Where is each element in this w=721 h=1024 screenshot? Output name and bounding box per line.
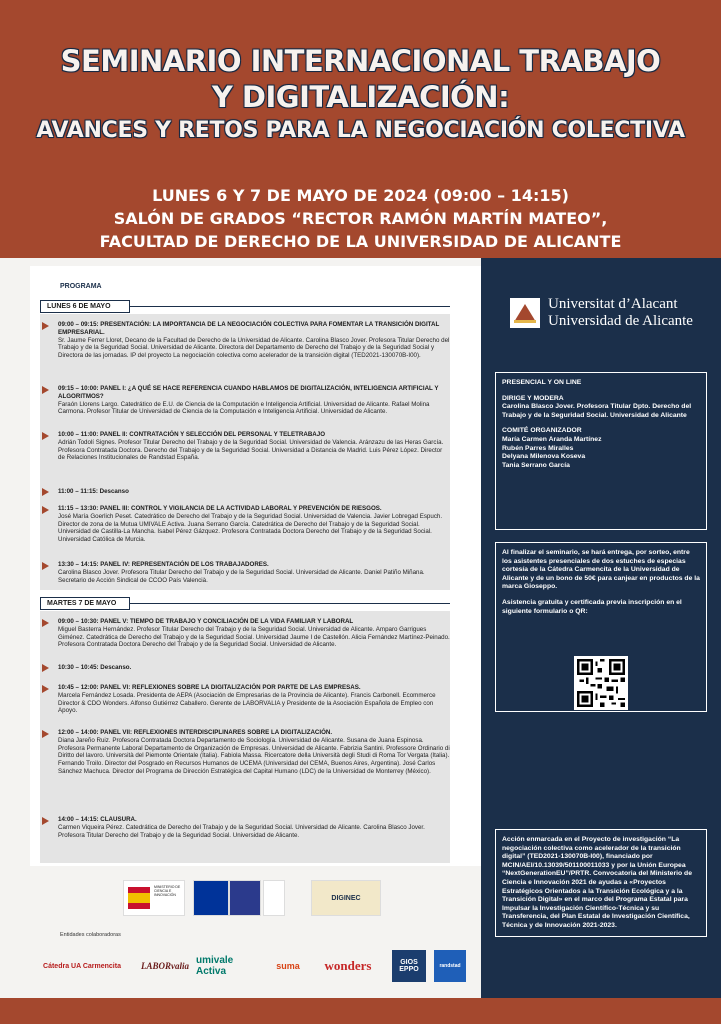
university-emblem-icon [510,298,540,328]
suma-logo: suma [276,961,300,971]
footer-band [0,998,721,1024]
qr-code-icon[interactable] [574,656,628,710]
list-item: 11:15 – 13:30: PANEL III: CONTROL Y VIGILANCIA DE LA ACTIVIDAD LABORAL Y PREVENCIÓN DE RIESGOS. José María Goerlich Peset. Catedrático de Derecho del Trabajo y de la Seguridad Social. Universidad de Valencia. Javier Lobregad Espuch. Director de zona de la Mutua UMIVALE Activa. Juana Serrano García. Catedrática de Derecho del Trabajo y de la Seguridad Social. Universidad de Castilla-La Mancha. Isabel Pérez Gázquez. Profesora Contratada Doctora Derecho del Trabajo y de la Seguridad Social. Universidad Católica de Murcia. [58,505,443,544]
list-item: 10:00 – 11:00: PANEL II: CONTRATACIÓN Y SELECCIÓN DEL PERSONAL Y TELETRABAJO Adrián Todolí Signes. Profesor Titular Derecho del Trabajo y de la Seguridad Social. Universidad de Valencia. Aránzazu de las Heras García. Profesora Contratada Doctora. Derecho del Trabajo y de la Seguridad Social. Universidad a Distancia de Madrid. Luis Pérez López. Director de Relaciones Institucionales de Randstad España. [58,431,444,462]
venue-line: SALÓN DE GRADOS “RECTOR RAMÓN MARTÍN MATEO”, [113,209,608,228]
list-item: 11:00 – 11:15: Descanso [58,488,129,495]
agencia-logo [263,880,285,916]
arrow-icon [42,730,49,738]
divider [130,603,450,604]
list-item: 09:00 – 10:30: PANEL V: TIEMPO DE TRABAJO Y CONCILIACIÓN DE LA VIDA FAMILIAR Y LABORAL Miguel Basterra Hernández. Profesor Titular Derecho del Trabajo y de la Seguridad Social. Universidad de Alicante. Amparo Garrigues Giménez. Catedrática de Derecho del Trabajo y de la Seguridad Social. Universidad Jaume I de Castellón. Alicia Fernández Martínez-Peinado. Profesora Contratada Doctora Derecho del Trabajo y de la Seguridad Social. Universidad de Alicante. [58,618,450,649]
arrow-icon [42,562,49,570]
list-item: 12:00 – 14:00: PANEL VII: REFLEXIONES INTERDISCIPLINARES SOBRE LA DIGITALIZACIÓN. Diana Jareño Ruiz. Profesora Contratada Doctora Departamento de Sociología. Universidad de Alicante. Susana de Juana Espinosa. Profesora Permanente Laboral Departamento de Organización de Empresas. Universidad de Alicante. Fabrizia Santini. Professore Ordinario di Diritto del lavoro. Università del Piemonte Orientale (Italia). Fabiola Massa. Ricercatore della Università degli Studi di Roma Tor Vergata (Italia). Fernando Troilo. Director del Posgrado en Recursos Humanos de UCEMA (Universidad del CEMA, Buenos Aires, Argentina). José Carlos Sánchez Machuca. Director del Programa de Dirección Estratégica del Capital Humano (LDC) de la Universidad de Monterrey (México). [58,729,450,775]
randstad-logo: randstad [434,950,466,982]
wonders-logo: wonders [324,958,372,973]
list-item: 10:45 – 12:00: PANEL VI: REFLEXIONES SOBRE LA DIGITALIZACIÓN POR PARTE DE LAS EMPRESAS. Marcela Fernández Losada. Presidenta de AEPA (Asociación de Empresarias de la Provincia de Alicante). Francis Carbonell. Ecommerce Director & CDO Wonders. Alfonso Gutiérrez Caballero. Gerente de LABORVALIA y Presidente de la Asociación Española de Empleo con Apoyo. [58,684,436,715]
program-title: PROGRAMA [60,283,102,290]
ministry-logo: MINISTERIO DE CIENCIA E INNOVACIÓN [123,880,185,916]
arrow-icon [42,432,49,440]
date-line: LUNES 6 Y 7 DE MAYO DE 2024 (09:00 – 14:15) [152,186,569,205]
list-item: 09:15 – 10:00: PANEL I: ¿A QUÉ SE HACE REFERENCIA CUANDO HABLAMOS DE DIGITALIZACIÓN, INTELIGENCIA ARTIFICIAL Y ALGORITMOS? Faraón Llorens Largo. Catedrático de E.U. de Ciencia de la Computación e Inteligencia Artificial. Universidad de Alicante. Rafael Molina Carmona. Profesor Titular de Universidad de Ciencia de la Computación e Inteligencia Artificial. Universidad de Alicante. [58,385,439,416]
organization-box: PRESENCIAL Y ON LINE DIRIGE Y MODERA Carolina Blasco Jover. Profesora Titular Dpto. Derecho del Trabajo y de la Seguridad Social. Universidad de Alicante COMITÉ ORGANIZADOR María Carmen Aranda Martínez Rubén Parres Miralles Delyana Milenova Koseva Tania Serrano García [495,372,707,530]
day2-label: MARTES 7 DE MAYO [40,597,130,610]
umivale-logo: umivale Activa [196,955,234,977]
title-line-2: Y DIGITALIZACIÓN: [211,80,510,114]
faculty-line: FACULTAD DE DERECHO DE LA UNIVERSIDAD DE ALICANTE [99,232,622,251]
sponsor-logos [123,880,383,916]
plan-recuperacion-logo [229,880,261,916]
arrow-icon [42,685,49,693]
arrow-icon [42,322,49,330]
gioseppo-logo: GIOS EPPO [392,950,426,982]
eu-flag-icon [193,880,229,916]
laborvalia-logo: LABORvalia [140,961,189,971]
arrow-icon [42,506,49,514]
arrow-icon [42,817,49,825]
diginec-logo: DIGINEC [311,880,381,916]
arrow-icon [42,664,49,672]
university-logo: Universitat d’Alacant Universidad de Alicante [498,288,708,338]
catedra-logo: Cátedra UA Carmencita [43,962,121,970]
arrow-icon [42,386,49,394]
collaborators-label: Entidades colaboradoras [60,932,121,938]
day1-label: LUNES 6 DE MAYO [40,300,130,313]
arrow-icon [42,619,49,627]
divider [130,306,450,307]
arrow-icon [42,488,49,496]
subtitle: AVANCES Y RETOS PARA LA NEGOCIACIÓN COLECTIVA [36,118,685,143]
funding-box: Acción enmarcada en el Proyecto de investigación “La negociación colectiva como acelerador de la transición digital” (TED2021-130070B-I00), financiado por MCIN/AEI/10.13039/501100011033 y por la Unión Europea “NextGenerationEU”/PRTR. Convocatoria del Ministerio de Ciencia e Innovación 2021 de ayudas a «Proyectos Estratégicos Orientados a la Transición Ecológica y a la Transición Digital» en el marco del Programa Estatal para Impulsar la Investigación Científico-Técnica y su Transferencia, del Plan Estatal de Investigación Científica, Técnica y de Innovación 2021-2023. [495,829,707,937]
title-line-1: SEMINARIO INTERNACIONAL TRABAJO [60,44,661,78]
list-item: 09:00 – 09:15: PRESENTACIÓN: LA IMPORTANCIA DE LA NEGOCIACIÓN COLECTIVA PARA FOMENTAR LA TRANSICIÓN DIGITAL EMPRESARIAL. Sr. Jaume Ferrer Lloret, Decano de la Facultad de Derecho de la Universidad de Alicante. Carolina Blasco Jover. Profesora Titular Derecho del Trabajo y de la Seguridad Social. Universidad de Alicante. Directora del Departamento de Derecho del Trabajo y de la Seguridad Social y Directora de las jornadas. IP del proyecto La negociación colectiva como acelerador de la transición digital (TED2021-130070B-I00). [58,321,450,360]
registration-box: Al finalizar el seminario, se hará entrega, por sorteo, entre los asistentes presenciales de dos estuches de especias cortesía de la Cátedra Carmencita de la Universidad de Alicante y de un bono de 50€ para canjear en productos de la marca Gioseppo. Asistencia gratuita y certificada previa inscripción en el siguiente formulario o QR: [495,542,707,712]
list-item: 14:00 – 14:15: CLAUSURA. Carmen Viqueira Pérez. Catedrática de Derecho del Trabajo y de la Seguridad Social. Universidad de Alicante. Carolina Blasco Jover. Profesora Titular Derecho del Trabajo y de la Seguridad Social. Universidad de Alicante. [58,816,425,839]
list-item: 13:30 – 14:15: PANEL IV: REPRESENTACIÓN DE LOS TRABAJADORES. Carolina Blasco Jover. Profesora Titular Derecho del Trabajo y de la Seguridad Social. Universidad de Alicante. Daniel Patiño Miñana. Secretario de Acción Sindical de CCOO País Valencià. [58,561,425,584]
list-item: 10:30 – 10:45: Descanso. [58,664,132,671]
